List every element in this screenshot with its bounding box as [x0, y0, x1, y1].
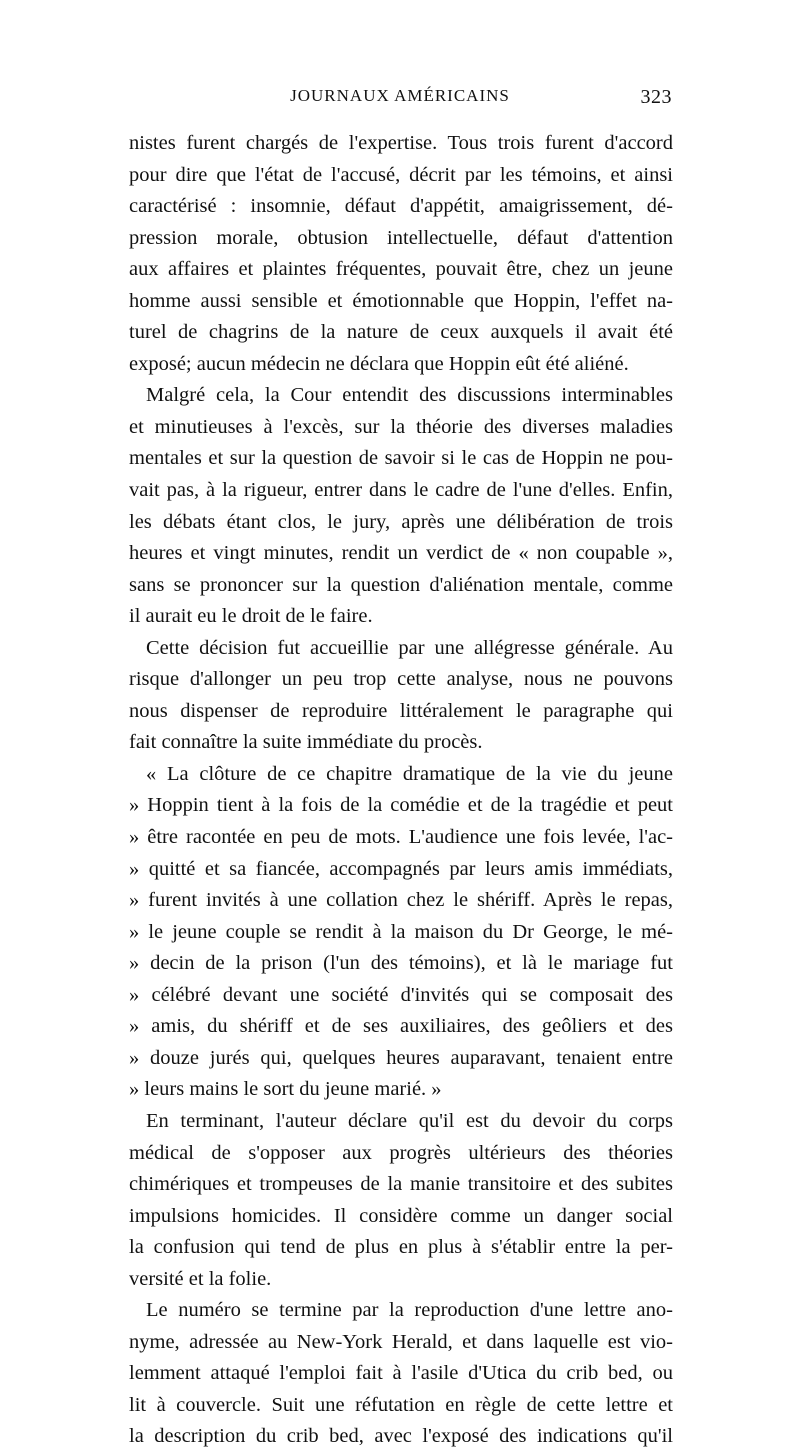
text-line: pour dire que l'état de l'accusé, décrit par les témoins, et ainsi [129, 163, 673, 186]
text-line: risque d'allonger un peu trop cette analyse, nous ne pouvons [129, 668, 673, 691]
text-line: » amis, du shériff et de ses auxiliaires, des geôliers et des [129, 1015, 673, 1038]
text-line: » Hoppin tient à la fois de la comédie et de la tragédie et peut [129, 794, 673, 817]
text-line: Cette décision fut accueillie par une allégresse générale. Au [146, 636, 673, 659]
text-line: pression morale, obtusion intellectuelle, défaut d'attention [129, 226, 673, 249]
text-line: En terminant, l'auteur déclare qu'il est du devoir du corps [146, 1109, 673, 1132]
text-line: la description du crib bed, avec l'exposé des indications qu'il [129, 1425, 673, 1448]
text-line: exposé; aucun médecin ne déclara que Hoppin eût été aliéné. [129, 352, 629, 375]
text-line: vait pas, à la rigueur, entrer dans le cadre de l'une d'elles. Enfin, [129, 479, 673, 502]
text-line: il aurait eu le droit de le faire. [129, 605, 373, 628]
running-header [128, 86, 672, 116]
text-line: » le jeune couple se rendit à la maison du Dr George, le mé- [129, 920, 673, 943]
text-line: la confusion qui tend de plus en plus à s'établir entre la per- [129, 1236, 673, 1259]
text-line: Malgré cela, la Cour entendit des discussions interminables [146, 384, 673, 407]
text-line: nistes furent chargés de l'expertise. Tous trois furent d'accord [129, 132, 673, 154]
running-title: JOURNAUX AMÉRICAINS [290, 86, 510, 105]
text-line: mentales et sur la question de savoir si le cas de Hoppin ne pou- [129, 447, 673, 470]
text-line: » célébré devant une société d'invités qui se composait des [129, 983, 673, 1006]
page-number: 323 [640, 86, 672, 108]
text-line: homme aussi sensible et émotionnable que Hoppin, l'effet na- [129, 289, 673, 312]
text-line: turel de chagrins de la nature de ceux auxquels il avait été [129, 321, 673, 344]
text-line: impulsions homicides. Il considère comme un danger social [129, 1204, 673, 1227]
text-line: lit à couvercle. Suit une réfutation en règle de cette lettre et [129, 1393, 673, 1416]
text-line: et minutieuses à l'excès, sur la théorie des diverses maladies [129, 415, 673, 438]
text-line: » leurs mains le sort du jeune marié. » [129, 1078, 442, 1101]
text-line: » douze jurés qui, quelques heures auparavant, tenaient entre [129, 1046, 673, 1069]
text-line: Le numéro se termine par la reproduction d'une lettre ano- [146, 1299, 673, 1322]
text-line: médical de s'opposer aux progrès ultérieurs des théories [129, 1141, 673, 1164]
text-line: aux affaires et plaintes fréquentes, pouvait être, chez un jeune [129, 258, 673, 281]
text-line: » être racontée en peu de mots. L'audience une fois levée, l'ac- [129, 826, 673, 849]
body-text [129, 128, 673, 1453]
text-line: chimériques et trompeuses de la manie transitoire et des subites [129, 1173, 673, 1196]
text-line: fait connaître la suite immédiate du procès. [129, 731, 483, 754]
text-line: » decin de la prison (l'un des témoins), et là le mariage fut [129, 952, 673, 975]
text-line: » quitté et sa fiancée, accompagnés par leurs amis immédiats, [129, 857, 673, 880]
text-line: nous dispenser de reproduire littéralement le paragraphe qui [129, 699, 673, 722]
text-line: » furent invités à une collation chez le shériff. Après le repas, [129, 889, 673, 912]
text-line: les débats étant clos, le jury, après une délibération de trois [129, 510, 673, 533]
text-line: sans se prononcer sur la question d'aliénation mentale, comme [129, 573, 673, 596]
text-line: « La clôture de ce chapitre dramatique de la vie du jeune [146, 762, 673, 785]
text-line: lemment attaqué l'emploi fait à l'asile d'Utica du crib bed, ou [129, 1362, 673, 1385]
text-line: heures et vingt minutes, rendit un verdict de « non coupable », [129, 542, 673, 565]
text-line: caractérisé : insomnie, défaut d'appétit, amaigrissement, dé- [129, 195, 673, 218]
text-line: versité et la folie. [129, 1267, 272, 1290]
text-line: nyme, adressée au New-York Herald, et dans laquelle est vio- [129, 1330, 673, 1353]
